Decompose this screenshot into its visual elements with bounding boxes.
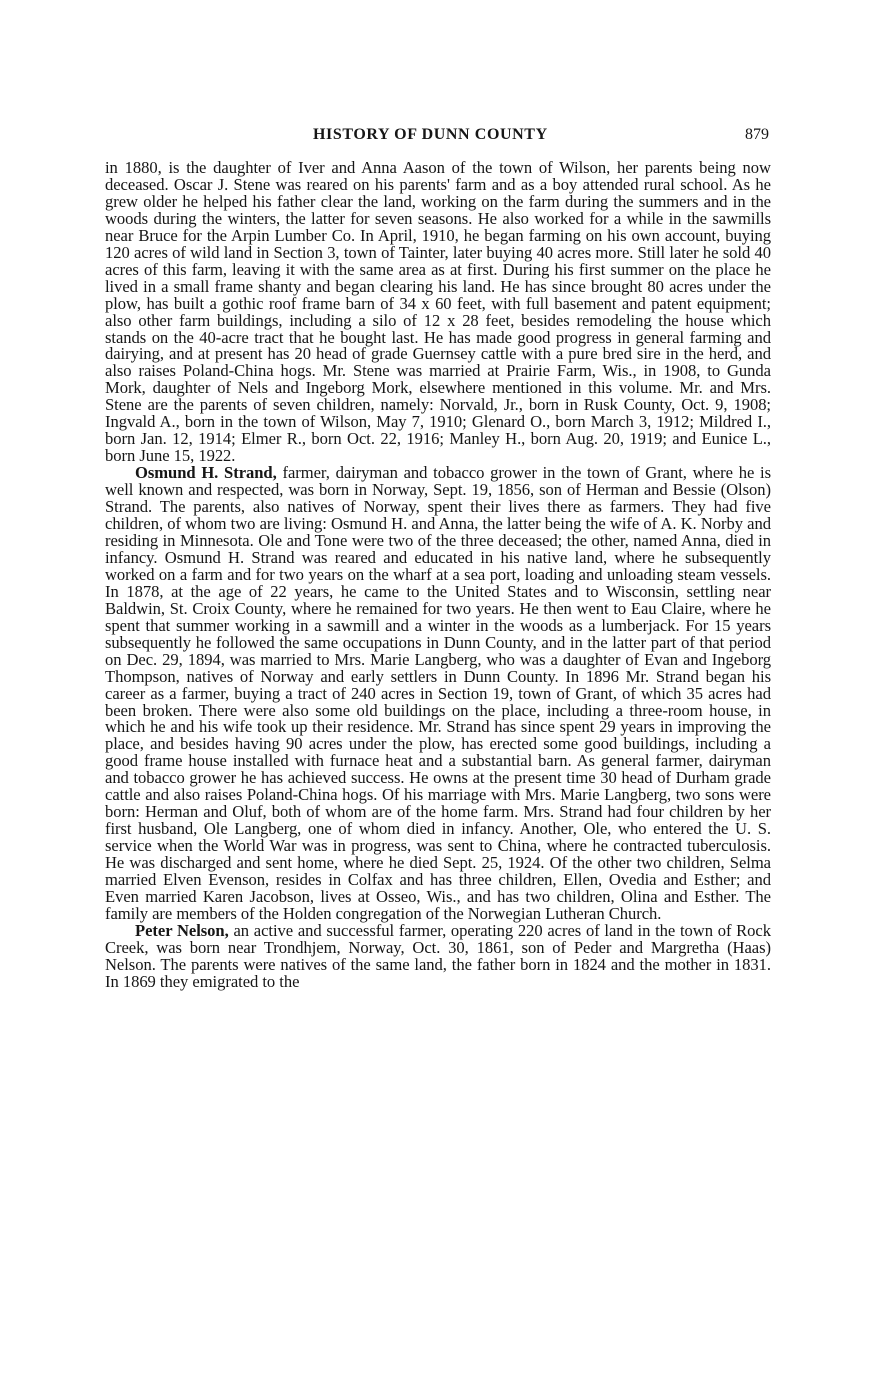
paragraph-text: an active and successful farmer, operating 220 acres of land in the town of Rock Creek, was born near Trondhjem, Norway, Oct. 30, 1861, son of Peder and Margretha (Haas) Nelson. The parents were natives of the same land, the father born in 1824 and the mother in 1831. In 1869 they emigrated to the	[105, 920, 771, 991]
page-number: 879	[745, 126, 769, 143]
biography-name: Peter Nelson,	[135, 920, 229, 940]
paragraph-stene-continued	[105, 160, 771, 465]
page-header	[105, 120, 771, 150]
paragraph-text: in 1880, is the daughter of Iver and Anna Aason of the town of Wilson, her parents being now deceased. Oscar J. Stene was reared on his parents' farm and as a boy attended rural school. As he grew older he helped his father clear the land, working on the farm during the summers and in the woods during the winters, the latter for seven seasons. He also worked for a while in the sawmills near Bruce for the Arpin Lumber Co. In April, 1910, he began farming on his own account, buying 120 acres of wild land in Section 3, town of Tainter, later buying 40 acres more. Still later he sold 40 acres of this farm, leaving it with the same area as at first. During his first summer on the place he lived in a small frame shanty and began clearing his land. He has since brought 80 acres under the plow, has built a gothic roof frame barn of 34 x 60 feet, with full basement and patent equipment; also other farm buildings, including a silo of 12 x 28 feet, besides remodeling the house which stands on the 40-acre tract that he bought last. He has made good progress in general farming and dairying, and at present has 20 head of grade Guernsey cattle with a pure bred sire in the herd, and also raises Poland-China hogs. Mr. Stene was married at Prairie Farm, Wis., in 1908, to Gunda Mork, daughter of Nels and Ingeborg Mork, elsewhere mentioned in this volume. Mr. and Mrs. Stene are the parents of seven children, namely: Norvald, Jr., born in Rusk County, Oct. 9, 1908; Ingvald A., born in the town of Wilson, May 7, 1910; Glenard O., born March 3, 1912; Mildred I., born Jan. 12, 1914; Elmer R., born Oct. 22, 1916; Manley H., born Aug. 20, 1919; and Eunice L., born June 15, 1922.	[105, 158, 771, 466]
biography-name: Osmund H. Strand,	[135, 463, 277, 483]
body-text	[105, 160, 771, 991]
running-title: HISTORY OF DUNN COUNTY	[313, 126, 548, 143]
paragraph-osmund-strand	[105, 465, 771, 923]
book-page	[105, 120, 771, 991]
paragraph-text: farmer, dairyman and tobacco grower in the town of Grant, where he is well known and respected, was born in Norway, Sept. 19, 1856, son of Herman and Bessie (Olson) Strand. The parents, also natives of Norway, spent their lives there as farmers. They had five children, of whom two are living: Osmund H. and Anna, the latter being the wife of A. K. Norby and residing in Minnesota. Ole and Tone were two of the three deceased; the other, named Anna, died in infancy. Osmund H. Strand was reared and educated in his native land, where he subsequently worked on a farm and for two years on the wharf at a sea port, loading and unloading steam vessels. In 1878, at the age of 22 years, he came to the United States and to Wisconsin, settling near Baldwin, St. Croix County, where he remained for two years. He then went to Eau Claire, where he spent that summer working in a sawmill and a winter in the woods as a lumberjack. For 15 years subsequently he followed the same occupations in Dunn County, and in the latter part of that period on Dec. 29, 1894, was married to Mrs. Marie Langberg, who was a daughter of Evan and Ingeborg Thompson, natives of Norway and early settlers in Dunn County. In 1896 Mr. Strand began his career as a farmer, buying a tract of 240 acres in Section 19, town of Grant, of which 35 acres had been broken. There were also some old buildings on the place, including a three-room house, in which he and his wife took up their residence. Mr. Strand has since spent 29 years in improving the place, and besides having 90 acres under the plow, has erected some good buildings, including a good frame house installed with furnace heat and a substantial barn. As general farmer, dairyman and tobacco grower he has achieved success. He owns at the present time 30 head of Durham grade cattle and also raises Poland-China hogs. Of his marriage with Mrs. Marie Langberg, two sons were born: Herman and Oluf, both of whom are of the home farm. Mrs. Strand had four children by her first husband, Ole Langberg, one of whom died in infancy. Another, Ole, who entered the U. S. service when the World War was in progress, was sent to China, where he contracted tuberculosis. He was discharged and sent home, where he died Sept. 25, 1924. Of the other two children, Selma married Elven Evenson, resides in Colfax and has three children, Ellen, Ovedia and Esther; and Even married Karen Jacobson, lives at Osseo, Wis., and has two children, Olina and Esther. The family are members of the Holden congregation of the Norwegian Lutheran Church.	[105, 463, 771, 923]
paragraph-peter-nelson	[105, 920, 771, 991]
